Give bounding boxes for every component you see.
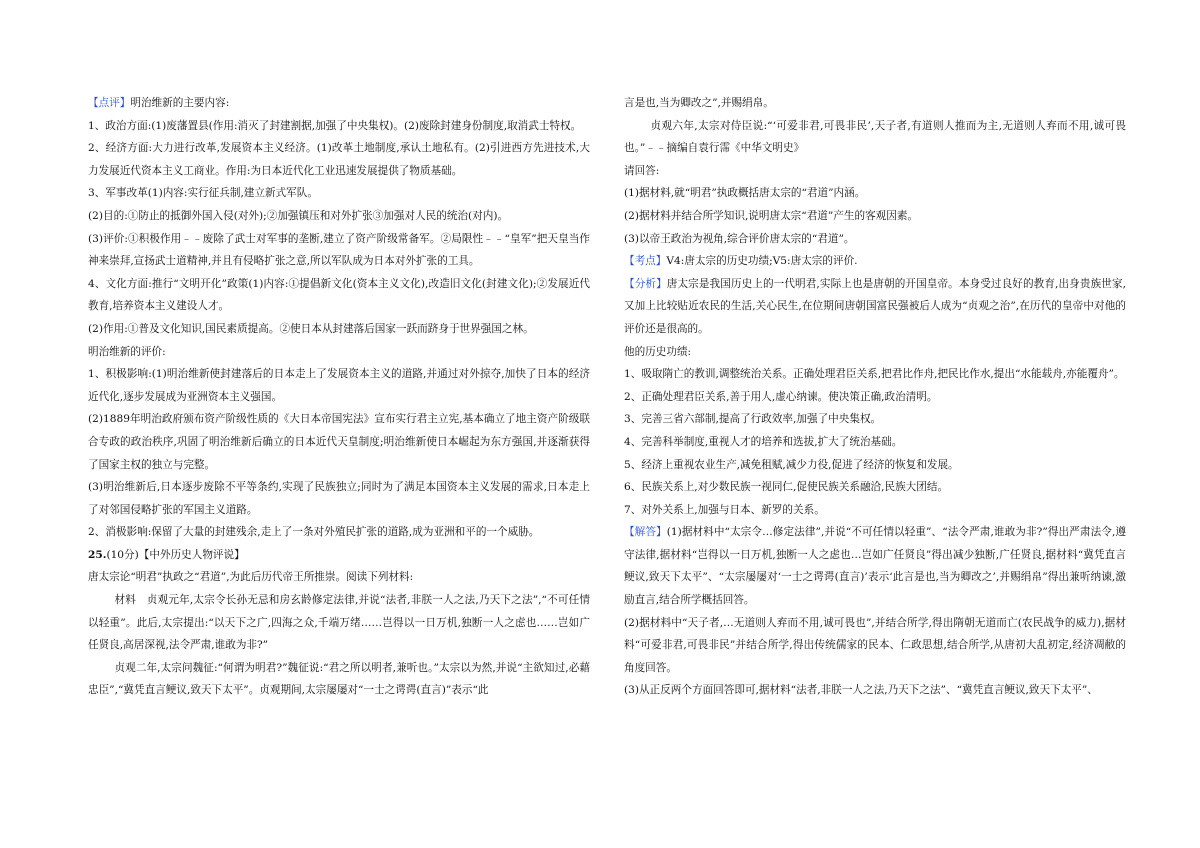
paragraph xyxy=(88,657,590,702)
section-tag: 【点评】 xyxy=(88,97,131,109)
paragraph xyxy=(624,521,1126,611)
paragraph xyxy=(88,566,590,589)
paragraph xyxy=(88,115,590,138)
paragraph-text: (2)作用:①普及文化知识,国民素质提高。②使日本从封建落后国家一跃而跻身于世界强国之林。 xyxy=(88,322,534,335)
paragraph xyxy=(624,341,1126,364)
paragraph-text: 言是也,当为卿改之”,并赐绢帛。 xyxy=(624,97,774,109)
paragraph xyxy=(88,589,590,657)
paragraph-text: 2、经济方面:大力进行改革,发展资本主义经济。(1)改革土地制度,承认土地私有。(2)引进西方先进技术,大力发展近代资本主义工商业。作用:为日本近代化工业迅速发展提供了物质基础。 xyxy=(88,142,590,177)
paragraph xyxy=(88,521,590,544)
paragraph-text: 3、军事改革(1)内容:实行征兵制,建立新式军队。 xyxy=(88,187,318,200)
section-tag: 【解答】 xyxy=(624,526,667,539)
paragraph xyxy=(624,363,1126,386)
paragraph-text: (3)以帝王政治为视角,综合评价唐太宗的“君道”。 xyxy=(624,232,855,245)
paragraph-text: (2)目的:①防止的抵御外国入侵(对外);②加强镇压和对外扩张③加强对人民的统治(对内)。 xyxy=(88,209,509,222)
paragraph xyxy=(88,273,590,318)
paragraph-text: 1、积极影响:(1)明治维新使封建落后的日本走上了发展资本主义的道路,并通过对外掠夺,加快了日本的经济近代化,逐步发展成为亚洲资本主义强国。 xyxy=(88,368,590,403)
paragraph xyxy=(624,476,1126,499)
paragraph xyxy=(88,476,590,521)
paragraph xyxy=(624,273,1126,341)
paragraph-text: 唐太宗是我国历史上的一代明君,实际上也是唐朝的开国皇帝。本身受过良好的教育,出身贵族世家,又加上比较贴近农民的生活,关心民生,在位期间唐朝国富民强被后人成为“贞观之治”,在历代的皇帝中对他的评价还是很高的。 xyxy=(624,277,1126,335)
paragraph-text: 材料 贞观元年,太宗令长孙无忌和房玄龄修定法律,并说“法者,非朕一人之法,乃天下之法”,“不可任情以轻重”。此后,太宗提出:“以天下之广,四海之众,千端万绪……岂得以一日万机,独断一人之虑也……岂如广任贤良,高居深视,法令严肃,谁敢为非?” xyxy=(88,594,590,652)
paragraph-text: (2)据材料并结合所学知识,说明唐太宗“君道”产生的客观因素。 xyxy=(624,209,919,222)
paragraph-text: (3)明治维新后,日本逐步废除不平等条约,实现了民族独立;同时为了满足本国资本主义发展的需求,日本走上了对邻国侵略扩张的军国主义道路。 xyxy=(88,481,590,516)
paragraph-text: (3)从正反两个方面回答即可,据材料“法者,非朕一人之法,乃天下之法”、“冀凭直言鲠议,致天下太平”、 xyxy=(624,684,1098,697)
paragraph xyxy=(624,386,1126,409)
paragraph-text: 他的历史功绩: xyxy=(624,345,692,358)
paragraph xyxy=(88,408,590,476)
paragraph-text: 3、完善三省六部制,提高了行政效率,加强了中央集权。 xyxy=(624,413,882,426)
paragraph xyxy=(88,205,590,228)
paragraph-text: (3)评价:①积极作用﹣﹣废除了武士对军事的垄断,建立了资产阶级常备军。②局限性﹣﹣“皇军”把天皇当作神来崇拜,宣扬武士道精神,并且有侵略扩张之意,所以军队成为日本对外扩张的工具。 xyxy=(88,232,590,268)
section-tag: 【分析】 xyxy=(624,277,667,290)
paragraph-text: 贞观二年,太宗问魏征:“何谓为明君?”魏征说:“君之所以明者,兼听也。”太宗以为然,并说“主欲知过,必藉忠臣”,“冀凭直言鲠议,致天下太平”。贞观期间,太宗屡屡对“一士之谔谔(直言)”表示“此 xyxy=(88,661,590,697)
section-tag: 【考点】 xyxy=(624,255,667,268)
paragraph-text: (2)1889年明治政府颁布资产阶级性质的《大日本帝国宪法》宣布实行君主立宪,基本确立了地主资产阶级联合专政的政治秩序,巩固了明治维新后确立的日本近代天皇制度;明治维新使日本崛起为东方强国,并逐渐获得了国家主权的独立与完整。 xyxy=(88,413,590,471)
paragraph-text: 7、对外关系上,加强与日本、新罗的关系。 xyxy=(624,503,825,516)
paragraph xyxy=(88,228,590,273)
paragraph xyxy=(88,318,590,341)
paragraph-text: 明治维新的评价: xyxy=(88,345,166,358)
paragraph xyxy=(624,205,1126,228)
paragraph-text: 贞观六年,太宗对侍臣说:“‘可爱非君,可畏非民’,天子者,有道则人推而为主,无道则人弃而不用,诚可畏也。”﹣﹣摘编自袁行霈《中华文明史》 xyxy=(624,119,1126,155)
paragraph xyxy=(88,341,590,364)
paragraph-text: 6、民族关系上,对少数民族一视同仁,促使民族关系融洽,民族大团结。 xyxy=(624,481,949,494)
paragraph xyxy=(88,182,590,205)
paragraph xyxy=(88,92,590,115)
paragraph xyxy=(624,160,1126,183)
paragraph-text: (1)据材料中“太宗令…修定法律”,并说“不可任情以轻重”、“法令严肃,谁敢为非?”得出严肃法令,遵守法律,据材料“岂得以一日万机,独断一人之虑也…岂如广任贤良”得出减少独断,广任贤良,据材料“冀凭直言鲠议,致天下太平”、“太宗屡屡对‘一士之谔谔(直言)’表示‘此言是也,当为卿改之’,并赐绢帛”得出兼听纳谏,激励直言,结合所学概括回答。 xyxy=(624,526,1127,607)
paragraph xyxy=(88,137,590,182)
question-number: 25. xyxy=(88,548,107,561)
paragraph-text: 4、完善科举制度,重视人才的培养和选拔,扩大了统治基础。 xyxy=(624,435,903,448)
paragraph xyxy=(624,182,1126,205)
paragraph xyxy=(624,408,1126,431)
paragraph xyxy=(624,612,1126,680)
paragraph-text: (2)据材料中“天子者,…无道则人弃而不用,诚可畏也”,并结合所学,得出隋朝无道而亡(农民战争的威力),据材料“可爱非君,可畏非民”并结合所学,得出传统儒家的民本、仁政思想,结合所学,从唐初大乱初定,经济凋敝的角度回答。 xyxy=(624,616,1126,674)
paragraph-text: (1)据材料,就“明君”执政概括唐太宗的“君道”内涵。 xyxy=(624,187,866,200)
paragraph-text: (10分)【中外历史人物评说】 xyxy=(106,548,245,561)
paragraph xyxy=(624,250,1126,273)
paragraph xyxy=(624,499,1126,522)
paragraph-text: 2、消极影响:保留了大量的封建残余,走上了一条对外殖民扩张的道路,成为亚洲和平的一个威胁。 xyxy=(88,526,540,539)
left-column xyxy=(88,92,590,702)
paragraph xyxy=(624,92,1126,115)
paragraph xyxy=(624,679,1126,702)
paragraph-text: 1、吸取隋亡的教训,调整统治关系。正确处理君臣关系,把君比作舟,把民比作水,提出“水能载舟,亦能覆舟”。 xyxy=(624,368,1125,381)
paragraph-text: 请回答: xyxy=(624,164,660,177)
paragraph xyxy=(624,228,1126,251)
paragraph-text: V4:唐太宗的历史功绩;V5:唐太宗的评价. xyxy=(666,255,858,268)
paragraph-text: 4、文化方面:推行“文明开化”政策(1)内容:①提倡新文化(资本主义文化),改造旧文化(封建文化);②发展近代教育,培养资本主义建设人才。 xyxy=(88,277,590,313)
paragraph-text: 1、政治方面:(1)废藩置县(作用:消灭了封建割据,加强了中央集权)。(2)废除封建身份制度,取消武士特权。 xyxy=(88,119,582,132)
paragraph xyxy=(624,115,1126,160)
paragraph-text: 2、正确处理君臣关系,善于用人,虚心纳谏。使决策正确,政治清明。 xyxy=(624,390,938,403)
paragraph xyxy=(88,363,590,408)
paragraph-text: 5、经济上重视农业生产,减免租赋,减少力役,促进了经济的恢复和发展。 xyxy=(624,458,959,471)
paragraph-text: 唐太宗论“明君”执政之“君道”,为此后历代帝王所推崇。阅读下列材料: xyxy=(88,571,414,584)
paragraph xyxy=(624,454,1126,477)
paragraph xyxy=(88,544,590,567)
right-column xyxy=(624,92,1126,702)
paragraph xyxy=(624,431,1126,454)
paragraph-text: 明治维新的主要内容: xyxy=(130,97,230,109)
